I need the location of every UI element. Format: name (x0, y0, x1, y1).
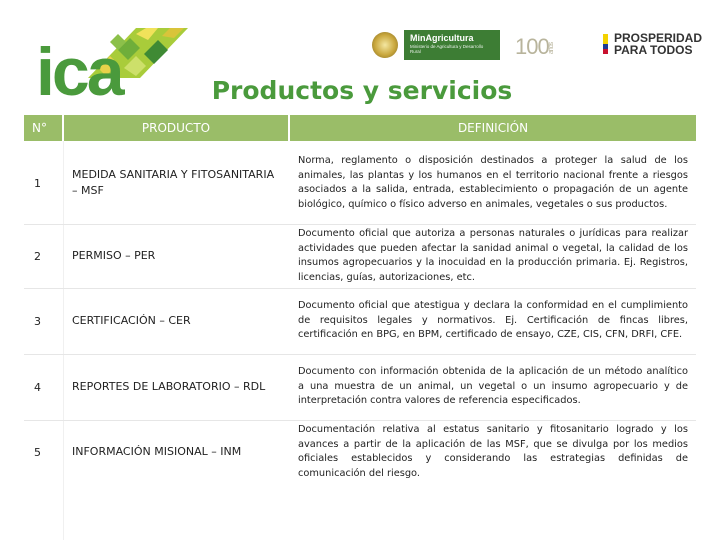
anniversary-badge (515, 34, 557, 60)
row-number: 3 (34, 314, 41, 328)
colombia-flag-icon (603, 34, 608, 54)
ministry-name: MinAgricultura (410, 33, 474, 43)
ministry-subtitle: Ministerio de Agricultura y Desarrollo Rural (410, 44, 484, 54)
row-product: REPORTES DE LABORATORIO – RDL (72, 380, 266, 393)
row-product: PERMISO – PER (72, 249, 156, 262)
row-product: CERTIFICACIÓN – CER (72, 314, 191, 327)
slogan-line-1: PROSPERIDAD (614, 31, 703, 45)
row-number: 2 (34, 249, 41, 263)
colombia-seal-icon (372, 32, 398, 58)
row-definition: Documentación relativa al estatus sanitario y fitosanitario logrado y los avances a partir de la aplicación de las MSF, que se divulga por los medios oficiales establecidos y considerando las estrategias definidas de comunicación del riesgo. (298, 424, 688, 479)
row-definition: Documento oficial que autoriza a personas naturales o jurídicas para realizar actividades que pueden afectar la sanidad animal o vegetal, la calidad de los insumos agropecuarios y la inocuidad en la producción primaria. Ej. Registros, licencias, guías, autorizaciones, etc. (298, 228, 688, 283)
column-header-number: N° (24, 115, 62, 141)
page-title: Productos y servicios (211, 76, 513, 105)
row-number: 1 (34, 176, 41, 190)
table-row (24, 143, 696, 223)
row-number: 5 (34, 445, 41, 459)
slogan-text (614, 32, 702, 56)
table-row (24, 421, 696, 483)
row-definition: Norma, reglamento o disposición destinados a proteger la salud de los animales, las plantas y los humanos en el territorio nacional frente a riesgos asociados a la salida, entrada, establecimiento o propagación de un agente biológico, químico o físico adverso en animales, vegetales o sus productos. (298, 155, 688, 210)
table-row (24, 289, 696, 353)
row-product: INFORMACIÓN MISIONAL – INM (72, 445, 242, 458)
column-header-product: PRODUCTO (64, 115, 288, 141)
table-row (24, 355, 696, 419)
row-product: MEDIDA SANITARIA Y FITOSANITARIA – MSF (72, 168, 275, 197)
anniversary-suffix: años (547, 42, 555, 54)
anniversary-number: 100 (515, 34, 549, 59)
ministry-logo (372, 30, 500, 60)
column-header-definition: DEFINICIÓN (290, 115, 696, 141)
row-definition: Documento con información obtenida de la aplicación de un método analítico a una muestra de un animal, un vegetal o un insumo agropecuario y de interpretación contra valores de referencia especificados. (298, 366, 688, 407)
ica-logo-text: ica (36, 34, 122, 110)
table-row (24, 225, 696, 287)
row-definition: Documento oficial que atestigua y declara la conformidad en el cumplimiento de requisitos legales y normativos. Ej. Certificación de fincas libres, certificación en BPG, en BPM, certificado de ensayo, CZE, CIS, CFN, DRFI, CFE. (298, 300, 688, 341)
slogan-line-2: PARA TODOS (614, 43, 693, 57)
row-number: 4 (34, 380, 41, 394)
ministry-label-box (404, 30, 500, 60)
